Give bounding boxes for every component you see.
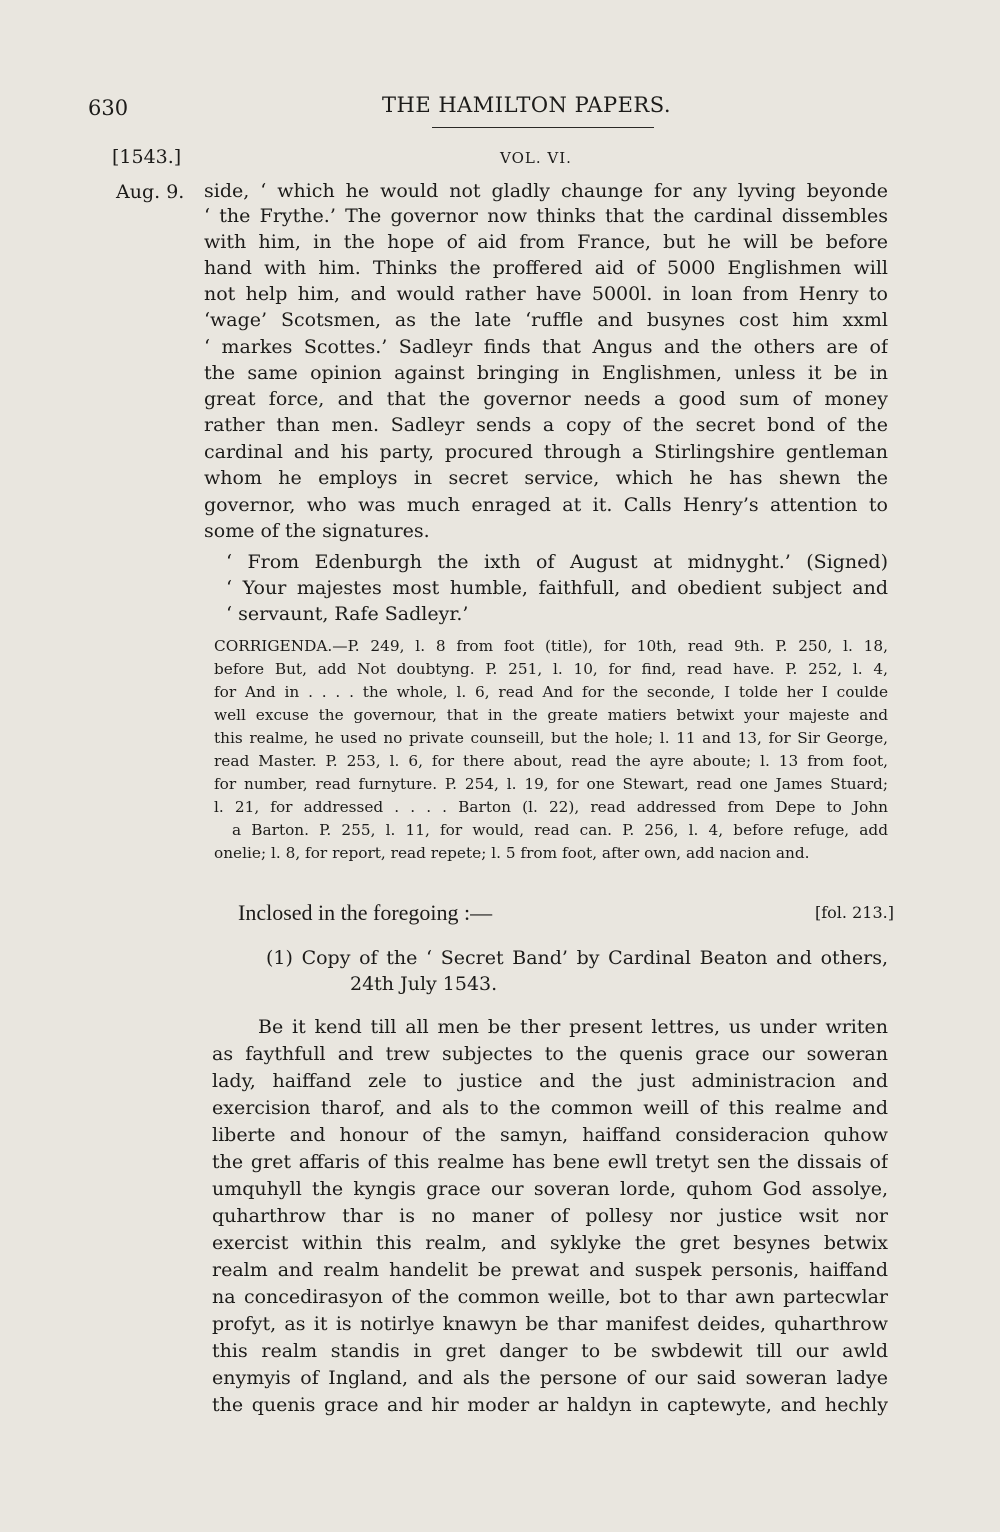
band-line: enymyis of Ingland, and als the persone of our said soweran ladye (212, 1367, 888, 1389)
entry-line: side, ‘ which he would not gladly chaunge for any lyving beyonde (204, 180, 888, 202)
band-line: exercision tharof, and als to the common weill of this realme and (212, 1097, 888, 1119)
page-number: 630 (88, 96, 129, 120)
entry-line: not help him, and would rather have 5000l. in loan from Henry to (204, 283, 888, 305)
entry-line: ‘ the Frythe.’ The governor now thinks that the cardinal dissembles (204, 205, 888, 227)
band-line: realm and realm handelit be prewat and suspek personis, haiffand (212, 1259, 888, 1281)
entry-line: ‘wage’ Scotsmen, as the late ‘ruffle and busynes cost him xxml (204, 309, 888, 331)
corrigenda-line: before But, add Not doubtyng. P. 251, l. 10, for find, read have. P. 252, l. 4, (214, 660, 888, 678)
band-line: this realm standis in gret danger to be swbdewit till our awld (212, 1340, 888, 1362)
entry-line: ‘ markes Scottes.’ Sadleyr finds that Angus and the others are of (204, 336, 888, 358)
signoff-line: ‘ servaunt, Rafe Sadleyr.’ (226, 603, 469, 625)
entry-line: great force, and that the governor needs a good sum of money (204, 388, 888, 410)
band-line: umquhyll the kyngis grace our soveran lorde, quhom God assolye, (212, 1178, 888, 1200)
corrigenda-line: well excuse the governour, that in the greate matiers betwixt your majeste and (214, 706, 888, 724)
document-date: 24th July 1543. (350, 973, 498, 995)
corrigenda-line: l. 21, for addressed . . . . Barton (l. 22), read addressed from Depe to John (214, 798, 888, 816)
band-line: na concedirasyon of the common weille, bot to thar awn partecwlar (212, 1286, 888, 1308)
title-rule (432, 127, 654, 128)
corrigenda-line: onelie; l. 8, for report, read repete; l. 5 from foot, after own, add nacion and. (214, 844, 810, 862)
corrigenda-line: a Barton. P. 255, l. 11, for would, read can. P. 256, l. 4, before refuge, add (232, 821, 888, 839)
band-line: exercist within this realm, and syklyke the gret besynes betwix (212, 1232, 888, 1254)
band-line: lady, haiffand zele to justice and the just administracion and (212, 1070, 888, 1092)
corrigenda-line: for And in . . . . the whole, l. 6, read And for the seconde, I tolde her I coulde (214, 683, 888, 701)
band-line: the quenis grace and hir moder ar haldyn in captewyte, and hechly (212, 1394, 888, 1416)
entry-line: hand with him. Thinks the proffered aid of 5000 Englishmen will (204, 257, 888, 279)
band-line: liberte and honour of the samyn, haiffand consideracion quhow (212, 1124, 888, 1146)
volume-label: VOL. VI. (500, 149, 572, 167)
band-line: quharthrow thar is no maner of pollesy nor justice wsit nor (212, 1205, 888, 1227)
band-line: the gret affaris of this realme has bene ewll tretyt sen the dissais of (212, 1151, 888, 1173)
section-heading: Inclosed in the foregoing :— (238, 900, 493, 925)
band-line: profyt, as it is notirlye knawyn be thar manifest deides, quharthrow (212, 1313, 888, 1335)
entry-date: Aug. 9. (116, 181, 185, 203)
entry-line: some of the signatures. (204, 520, 430, 542)
signoff-line: ‘ From Edenburgh the ixth of August at midnyght.’ (Signed) (226, 551, 888, 573)
running-title: THE HAMILTON PAPERS. (382, 93, 672, 117)
year-margin: [1543.] (112, 146, 182, 168)
entry-line: governor, who was much enraged at it. Calls Henry’s attention to (204, 494, 888, 516)
corrigenda-line: this realme, he used no private counseill, but the hole; l. 11 and 13, for Sir George, (214, 729, 888, 747)
band-line: Be it kend till all men be ther present lettres, us under writen (258, 1016, 888, 1038)
entry-line: cardinal and his party, procured through a Stirlingshire gentleman (204, 441, 888, 463)
folio-reference: [fol. 213.] (815, 903, 894, 922)
entry-line: the same opinion against bringing in Englishmen, unless it be in (204, 362, 888, 384)
corrigenda-line: for number, read furnyture. P. 254, l. 19, for one Stewart, read one James Stuard; (214, 775, 888, 793)
corrigenda-line: CORRIGENDA.—P. 249, l. 8 from foot (title), for 10th, read 9th. P. 250, l. 18, (214, 637, 888, 655)
entry-line: whom he employs in secret service, which he has shewn the (204, 467, 888, 489)
document-title: (1) Copy of the ‘ Secret Band’ by Cardinal Beaton and others, (266, 947, 888, 969)
corrigenda-line: read Master. P. 253, l. 6, for there about, read the ayre aboute; l. 13 from foot, (214, 752, 888, 770)
band-line: as faythfull and trew subjectes to the quenis grace our soweran (212, 1043, 888, 1065)
entry-line: rather than men. Sadleyr sends a copy of the secret bond of the (204, 414, 888, 436)
entry-line: with him, in the hope of aid from France, but he will be before (204, 231, 888, 253)
signoff-line: ‘ Your majestes most humble, faithfull, and obedient subject and (226, 577, 888, 599)
